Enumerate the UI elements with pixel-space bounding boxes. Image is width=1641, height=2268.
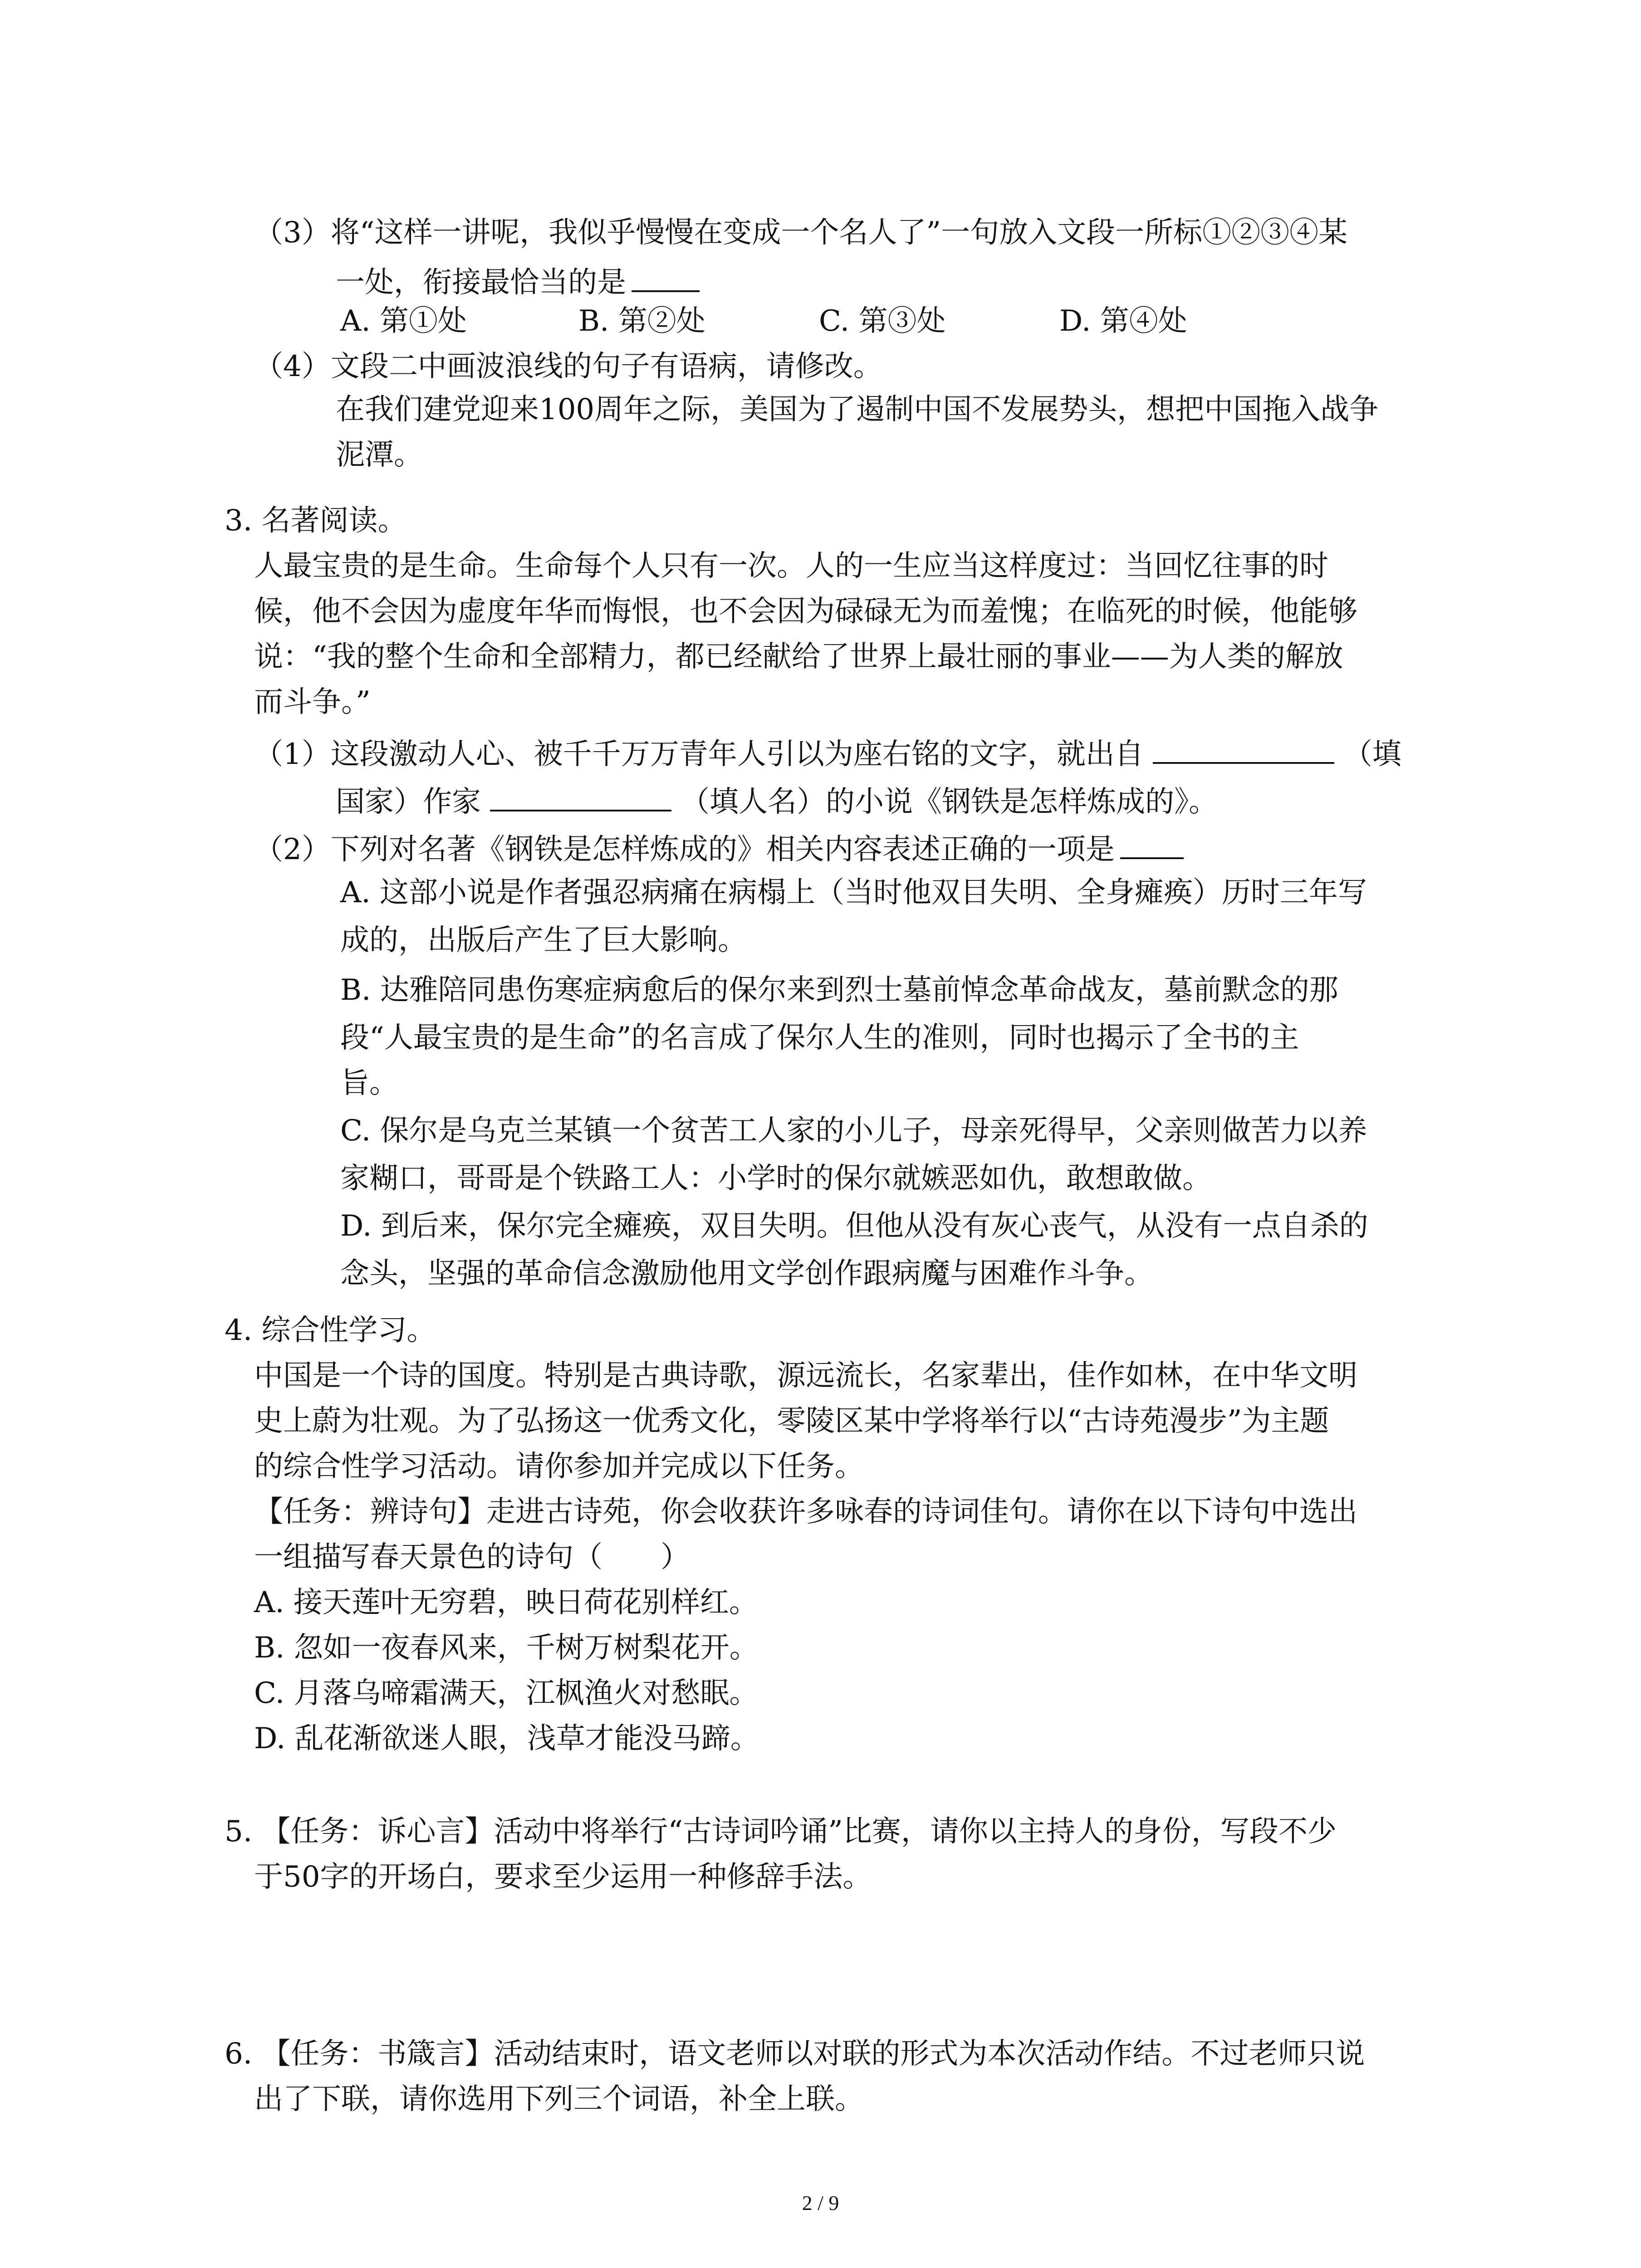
q3-passage-line3: 说：“我的整个生命和全部精力，都已经献给了世界上最壮丽的事业——为人类的解放 — [254, 640, 1343, 674]
q2-sub3-line2 — [336, 259, 700, 304]
q6-line1: 6. 【任务：书箴言】活动结束时，语文老师以对联的形式为本次活动作结。不过老师只说 — [225, 2037, 1365, 2071]
page-number: 2 / 9 — [802, 2191, 839, 2214]
q4-task-line2: 一组描写春天景色的诗句（ ） — [254, 1540, 690, 1574]
q2-sub3-prompt: 一处，衔接最恰当的是 — [336, 266, 626, 299]
answer-blank[interactable] — [632, 259, 700, 292]
q4-option-c: C. 月落乌啼霜满天，江枫渔火对愁眠。 — [254, 1677, 759, 1710]
q3-sub2-question — [254, 826, 1184, 871]
q3-option-b-line1: B. 达雅陪同患伤寒症病愈后的保尔来到烈士墓前悼念革命战友，墓前默念的那 — [340, 973, 1338, 1007]
q3-passage-line2: 候，他不会因为虚度年华而悔恨，也不会因为碌碌无为而羞愧；在临死的时候，他能够 — [254, 595, 1357, 628]
q2-sub4-line3: 泥潭。 — [336, 438, 423, 472]
q3-sub1-text-a: （1）这段激动人心、被千千万万青年人引以为座右铭的文字，就出自 — [254, 738, 1144, 771]
q2-sub4-line2: 在我们建党迎来100周年之际，美国为了遏制中国不发展势头，想把中国拖入战争 — [336, 393, 1379, 426]
q4-option-b: B. 忽如一夜春风来，千树万树梨花开。 — [254, 1631, 759, 1665]
q3-option-b-line2: 段“人最宝贵的是生命”的名言成了保尔人生的准则，同时也揭示了全书的主 — [340, 1021, 1299, 1055]
q2-sub3-option-c: C. 第③处 — [819, 304, 946, 338]
q2-sub3-option-b: B. 第②处 — [578, 304, 705, 338]
q3-passage-line1: 人最宝贵的是生命。生命每个人只有一次。人的一生应当这样度过：当回忆往事的时 — [254, 549, 1328, 583]
q3-option-d-line2: 念头，坚强的革命信念激励他用文学创作跟病魔与困难作斗争。 — [340, 1257, 1153, 1290]
q3-option-d-line1: D. 到后来，保尔完全瘫痪，双目失明。但他从没有灰心丧气，从没有一点自杀的 — [340, 1209, 1368, 1243]
answer-blank[interactable] — [1120, 826, 1184, 859]
q3-option-c-line1: C. 保尔是乌克兰某镇一个贫苦工人家的小儿子，母亲死得早，父亲则做苦力以养 — [340, 1114, 1367, 1148]
q5-line1: 5. 【任务：诉心言】活动中将举行“古诗词吟诵”比赛，请你以主持人的身份，写段不少 — [225, 1815, 1337, 1848]
q3-passage-line4: 而斗争。” — [254, 685, 371, 719]
q2-sub3-option-d: D. 第④处 — [1059, 304, 1187, 338]
q6-line2: 出了下联，请你选用下列三个词语，补全上联。 — [254, 2082, 864, 2116]
answer-blank-author[interactable] — [490, 778, 671, 811]
q2-sub3-option-a: A. 第①处 — [340, 304, 467, 338]
q4-task-line1: 【任务：辨诗句】走进古诗苑，你会收获许多咏春的诗词佳句。请你在以下诗句中选出 — [254, 1495, 1357, 1529]
q3-sub1-text-d: （填人名）的小说《钢铁是怎样炼成的》。 — [681, 785, 1218, 819]
q4-title: 4. 综合性学习。 — [225, 1314, 436, 1347]
q3-sub2-text: （2）下列对名著《钢铁是怎样炼成的》相关内容表述正确的一项是 — [254, 833, 1115, 866]
q4-passage-line1: 中国是一个诗的国度。特别是古典诗歌，源远流长，名家辈出，佳作如林，在中华文明 — [254, 1359, 1357, 1393]
answer-blank-country[interactable] — [1153, 730, 1334, 764]
q4-option-d: D. 乱花渐欲迷人眼，浅草才能没马蹄。 — [254, 1722, 759, 1755]
q4-option-a: A. 接天莲叶无穷碧，映日荷花别样红。 — [254, 1586, 758, 1619]
q4-passage-line2: 史上蔚为壮观。为了弘扬这一优秀文化，零陵区某中学将举行以“古诗苑漫步”为主题 — [254, 1404, 1329, 1438]
q3-option-c-line2: 家糊口，哥哥是个铁路工人：小学时的保尔就嫉恶如仇，敢想敢做。 — [340, 1162, 1211, 1195]
q4-passage-line3: 的综合性学习活动。请你参加并完成以下任务。 — [254, 1450, 864, 1483]
q3-option-a-line2: 成的，出版后产生了巨大影响。 — [340, 924, 747, 957]
q3-option-a-line1: A. 这部小说是作者强忍病痛在病榻上（当时他双目失明、全身瘫痪）历时三年写 — [340, 876, 1367, 909]
q2-sub3-line1: （3）将“这样一讲呢，我似乎慢慢在变成一个名人了”一句放入文段一所标①②③④某 — [254, 216, 1348, 249]
q3-sub1-text-c: 国家）作家 — [336, 785, 481, 819]
q3-sub1-text-b: （填 — [1343, 738, 1401, 771]
q3-title: 3. 名著阅读。 — [225, 504, 407, 538]
q5-line2: 于50字的开场白，要求至少运用一种修辞手法。 — [254, 1860, 872, 1894]
q3-sub1-line1 — [254, 730, 1401, 776]
q3-sub1-line2 — [336, 778, 1218, 824]
q2-sub4-line1: （4）文段二中画波浪线的句子有语病，请修改。 — [254, 350, 882, 383]
q3-option-b-line3: 旨。 — [340, 1066, 398, 1100]
